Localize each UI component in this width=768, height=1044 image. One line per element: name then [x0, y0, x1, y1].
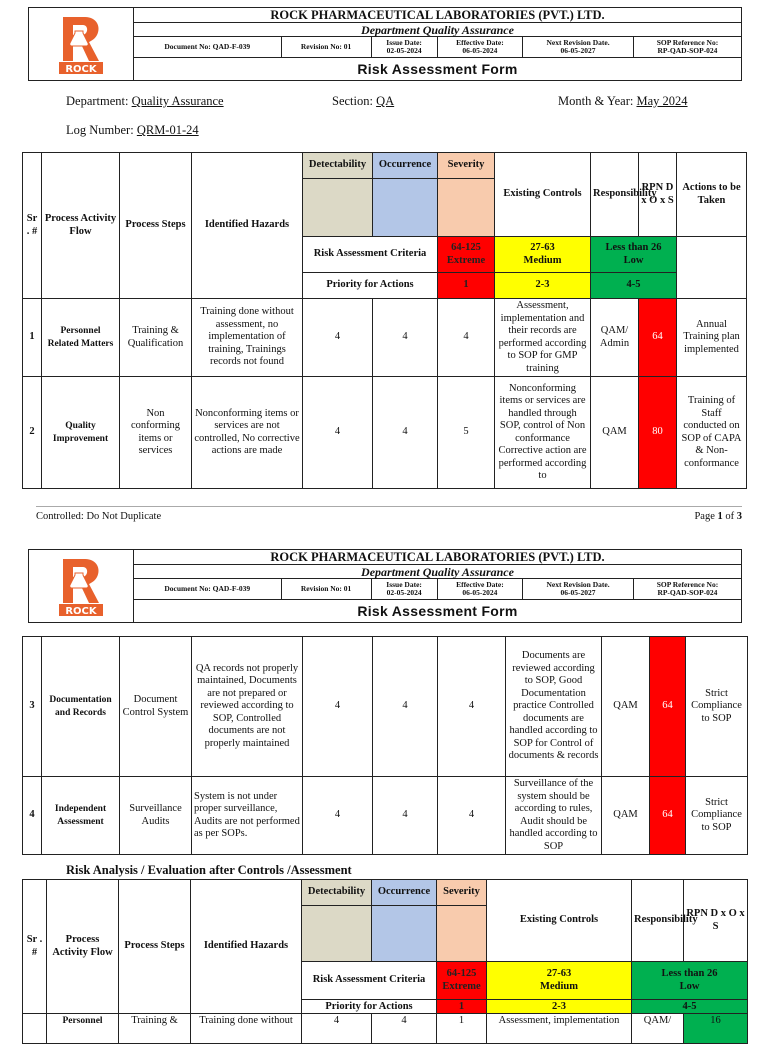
- row-rpn: 80: [639, 377, 677, 489]
- detectability-header: Detectability: [302, 880, 372, 906]
- row-responsibility: QAM/: [632, 1014, 684, 1044]
- detectability-fill: [302, 906, 372, 962]
- risk-table-page2: [22, 636, 748, 855]
- issue-date: Issue Date: 02-05-2024: [371, 37, 437, 58]
- row-steps: Training &: [119, 1014, 191, 1044]
- row-sr: 2: [23, 377, 42, 489]
- row-occurrence: 4: [373, 777, 438, 855]
- sop-reference: SOP Reference No: RP-QAD-SOP-024: [633, 579, 741, 600]
- risk-table-after-controls: [22, 879, 748, 1044]
- next-revision-date: Next Revision Date. 06-05-2027: [523, 37, 634, 58]
- rock-logo-icon: [57, 555, 105, 617]
- row-severity: 5: [438, 377, 495, 489]
- month-year-info: Month & Year: May 2024: [558, 94, 688, 108]
- row-rpn: 64: [650, 777, 686, 855]
- criteria-blank: [677, 237, 747, 299]
- severity-header: Severity: [438, 153, 495, 179]
- issue-date: Issue Date: 02-05-2024: [371, 579, 437, 600]
- criteria-extreme: 64-125 Extreme: [437, 962, 487, 1000]
- revision-number: Revision No: 01: [281, 579, 371, 600]
- row-severity: 4: [438, 777, 506, 855]
- severity-fill: [438, 179, 495, 237]
- criteria-medium: 27-63 Medium: [495, 237, 591, 273]
- occurrence-fill: [372, 906, 437, 962]
- occurrence-fill: [373, 179, 438, 237]
- risk-table-page1: [22, 152, 747, 489]
- row-detectability: 4: [303, 299, 373, 377]
- row-steps: Surveillance Audits: [120, 777, 192, 855]
- table-row: [23, 777, 748, 855]
- priority-label: Priority for Actions: [303, 273, 438, 299]
- row-severity: 1: [437, 1014, 487, 1044]
- row-controls: Assessment, implementation: [487, 1014, 632, 1044]
- row-hazards: System is not under proper surveillance, Audits are not performed as per SOPs.: [192, 777, 303, 855]
- form-title: Risk Assessment Form: [134, 58, 742, 81]
- priority-low: 4-5: [632, 1000, 748, 1014]
- severity-fill: [437, 906, 487, 962]
- row-detectability: 4: [303, 777, 373, 855]
- row-controls: Nonconforming items or services are handled through SOP, control of Non conformance Corrective action are performed according to: [495, 377, 591, 489]
- steps-header: Process Steps: [119, 880, 191, 1014]
- row-severity: 4: [438, 637, 506, 777]
- log-number-info: Log Number: QRM-01-24: [66, 123, 199, 137]
- row-occurrence: 4: [373, 637, 438, 777]
- activity-header: Process Activity Flow: [42, 153, 120, 299]
- detectability-fill: [303, 179, 373, 237]
- row-steps: Non conforming items or services: [120, 377, 192, 489]
- sop-reference: SOP Reference No: RP-QAD-SOP-024: [633, 37, 741, 58]
- row-responsibility: QAM: [602, 637, 650, 777]
- row-detectability: 4: [303, 377, 373, 489]
- priority-extreme: 1: [437, 1000, 487, 1014]
- priority-label: Priority for Actions: [302, 1000, 437, 1014]
- row-sr: 4: [23, 777, 42, 855]
- criteria-label: Risk Assessment Criteria: [303, 237, 438, 273]
- page-footer: [36, 506, 742, 522]
- department-info: Department: Quality Assurance: [66, 94, 224, 108]
- row-responsibility: QAM: [591, 377, 639, 489]
- row-occurrence: 4: [373, 299, 438, 377]
- controls-header: Existing Controls: [487, 880, 632, 962]
- table-row: [23, 1014, 748, 1044]
- table-row: [23, 637, 748, 777]
- company-logo: [29, 8, 134, 81]
- criteria-extreme: 64-125 Extreme: [438, 237, 495, 273]
- sr-header: Sr . #: [23, 880, 47, 1014]
- rpn-header: RPN D x O x S: [639, 153, 677, 237]
- rock-logo-icon: [57, 13, 105, 75]
- severity-header: Severity: [437, 880, 487, 906]
- next-revision-date: Next Revision Date. 06-05-2027: [523, 579, 634, 600]
- table-row: [23, 377, 747, 489]
- sr-header: Sr . #: [23, 153, 42, 299]
- priority-medium: 2-3: [495, 273, 591, 299]
- hazards-header: Identified Hazards: [192, 153, 303, 299]
- department-title: Department Quality Assurance: [134, 23, 742, 37]
- company-logo: [29, 550, 134, 623]
- criteria-low: Less than 26 Low: [632, 962, 748, 1000]
- row-detectability: 4: [302, 1014, 372, 1044]
- criteria-low: Less than 26 Low: [591, 237, 677, 273]
- row-rpn: 64: [650, 637, 686, 777]
- priority-low: 4-5: [591, 273, 677, 299]
- department-title: Department Quality Assurance: [134, 565, 742, 579]
- detectability-header: Detectability: [303, 153, 373, 179]
- activity-header: Process Activity Flow: [47, 880, 119, 1014]
- hazards-header: Identified Hazards: [191, 880, 302, 1014]
- actions-header: Actions to be Taken: [677, 153, 747, 237]
- row-activity: Personnel Related Matters: [42, 299, 120, 377]
- document-header: [28, 7, 742, 81]
- document-header-page2: [28, 549, 742, 623]
- row-responsibility: QAM/ Admin: [591, 299, 639, 377]
- row-occurrence: 4: [372, 1014, 437, 1044]
- row-activity: Documentation and Records: [42, 637, 120, 777]
- company-name: ROCK PHARMACEUTICAL LABORATORIES (PVT.) LTD.: [134, 8, 742, 23]
- criteria-medium: 27-63 Medium: [487, 962, 632, 1000]
- row-controls: Surveillance of the system should be according to rules, Audit should be handled according to SOP: [506, 777, 602, 855]
- effective-date: Effective Date: 06-05-2024: [437, 579, 523, 600]
- row-activity: Quality Improvement: [42, 377, 120, 489]
- svg-text:ROCK: ROCK: [65, 64, 97, 75]
- occurrence-header: Occurrence: [372, 880, 437, 906]
- section-info: Section: QA: [332, 94, 395, 108]
- rpn-header: RPN D x O x S: [684, 880, 748, 962]
- table-row: [23, 299, 747, 377]
- page-number: Page 1 of 3: [694, 511, 742, 522]
- row-hazards: Nonconforming items or services are not controlled, No corrective actions are made: [192, 377, 303, 489]
- svg-text:ROCK: ROCK: [65, 606, 97, 617]
- row-occurrence: 4: [373, 377, 438, 489]
- row-hazards: QA records not properly maintained, Documents are not prepared or reviewed according to SOP, Controlled documents are not properly maintained: [192, 637, 303, 777]
- row-controls: Documents are reviewed according to SOP, Good Documentation practice Controlled documents are handled according to SOP for Control of documents & records: [506, 637, 602, 777]
- responsibility-header: Responsibility: [632, 880, 684, 962]
- row-responsibility: QAM: [602, 777, 650, 855]
- row-sr: [23, 1014, 47, 1044]
- row-sr: 1: [23, 299, 42, 377]
- row-actions: Strict Compliance to SOP: [686, 777, 748, 855]
- controls-header: Existing Controls: [495, 153, 591, 237]
- row-sr: 3: [23, 637, 42, 777]
- after-controls-title: Risk Analysis / Evaluation after Controls /Assessment: [66, 863, 352, 877]
- company-name: ROCK PHARMACEUTICAL LABORATORIES (PVT.) LTD.: [134, 550, 742, 565]
- document-number: Document No: QAD-F-039: [134, 37, 282, 58]
- row-severity: 4: [438, 299, 495, 377]
- row-activity: Independent Assessment: [42, 777, 120, 855]
- row-actions: Annual Training plan implemented: [677, 299, 747, 377]
- row-activity: Personnel: [47, 1014, 119, 1044]
- row-steps: Training & Qualification: [120, 299, 192, 377]
- row-rpn: 16: [684, 1014, 748, 1044]
- criteria-label: Risk Assessment Criteria: [302, 962, 437, 1000]
- row-actions: Strict Compliance to SOP: [686, 637, 748, 777]
- row-detectability: 4: [303, 637, 373, 777]
- row-hazards: Training done without assessment, no implementation of training, Trainings records not found: [192, 299, 303, 377]
- row-controls: Assessment, implementation and their records are performed according to SOP for GMP training: [495, 299, 591, 377]
- row-rpn: 64: [639, 299, 677, 377]
- controlled-notice: Controlled: Do Not Duplicate: [36, 511, 162, 522]
- row-steps: Document Control System: [120, 637, 192, 777]
- priority-extreme: 1: [438, 273, 495, 299]
- occurrence-header: Occurrence: [373, 153, 438, 179]
- revision-number: Revision No: 01: [281, 37, 371, 58]
- effective-date: Effective Date: 06-05-2024: [437, 37, 523, 58]
- responsibility-header: Responsibility: [591, 153, 639, 237]
- form-title: Risk Assessment Form: [134, 600, 742, 623]
- priority-medium: 2-3: [487, 1000, 632, 1014]
- steps-header: Process Steps: [120, 153, 192, 299]
- row-actions: Training of Staff conducted on SOP of CAPA & Non-conformance: [677, 377, 747, 489]
- document-number: Document No: QAD-F-039: [134, 579, 282, 600]
- row-hazards: Training done without: [191, 1014, 302, 1044]
